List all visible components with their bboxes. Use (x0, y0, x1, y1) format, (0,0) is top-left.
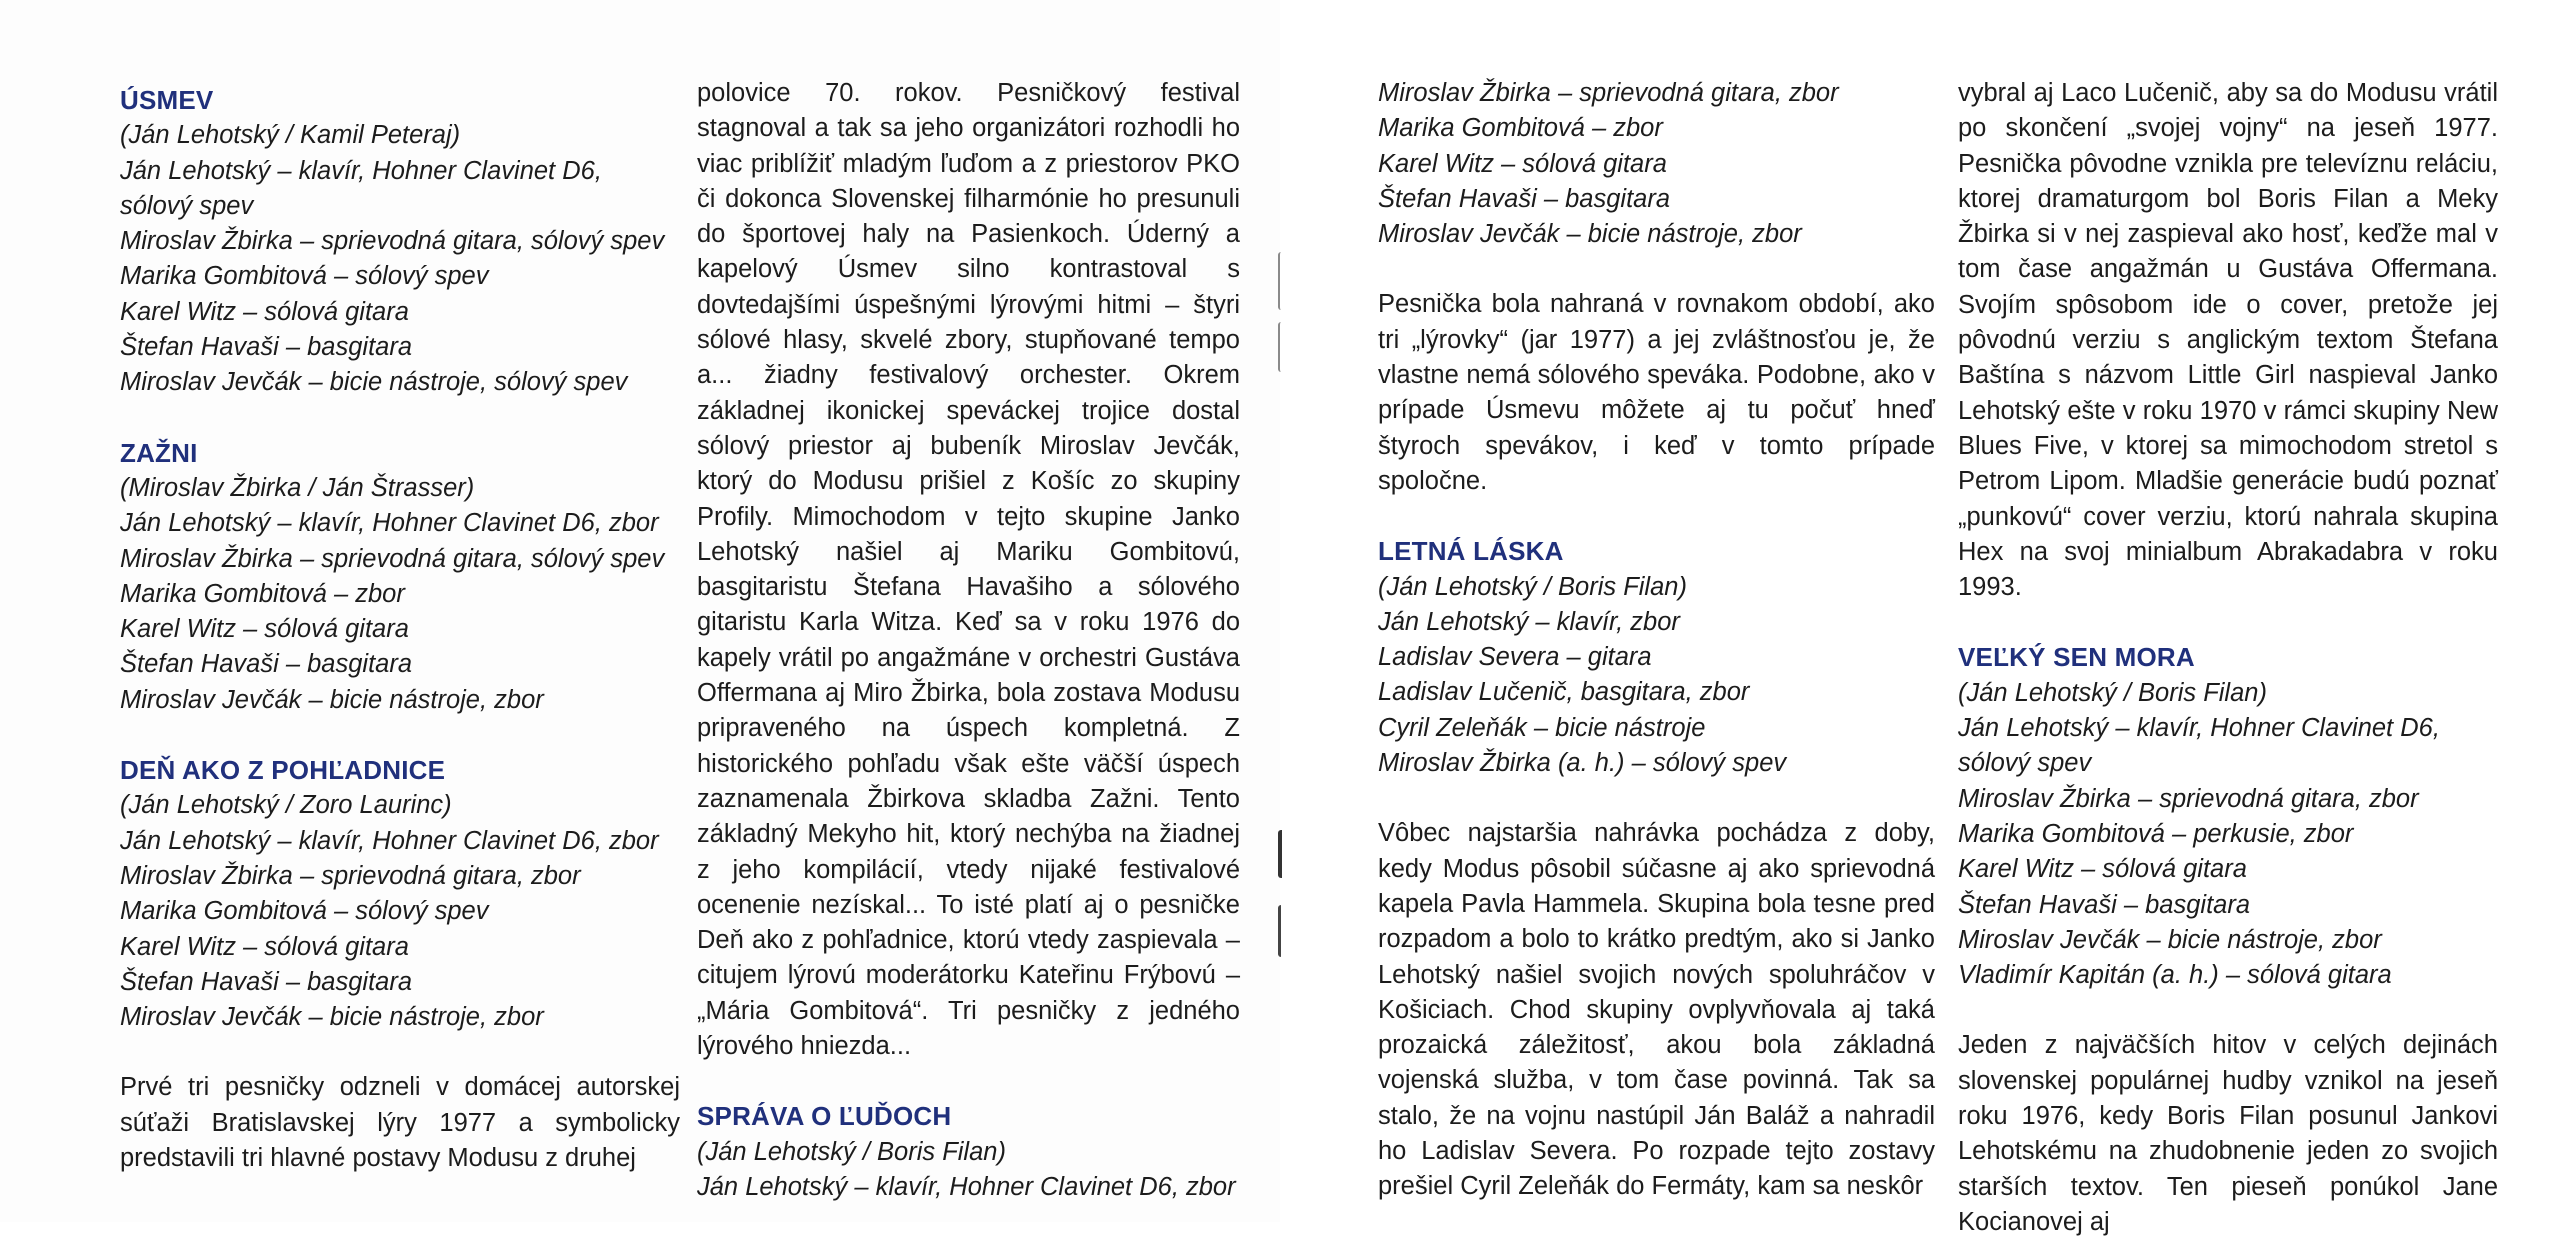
song-title: DEŇ AKO Z POHĽADNICE (120, 755, 446, 786)
credit-line: Ján Lehotský – klavír, Hohner Clavinet D6, zbor (697, 1172, 1236, 1201)
song-velky-sen-mora (1958, 640, 2498, 993)
credit-line: Marika Gombitová – sólový spev (120, 262, 489, 291)
song-title: ÚSMEV (120, 85, 214, 115)
song-title: VEĽKÝ SEN MORA (1958, 642, 2195, 673)
credit-line: Ján Lehotský – klavír, Hohner Clavinet D6, zbor (120, 509, 659, 538)
credit-line: (Ján Lehotský / Boris Filan) (1378, 572, 1687, 601)
credit-line: sólový spev (1958, 749, 2092, 778)
column-2 (697, 76, 1240, 1205)
song-den-ako-z-pohladnice (120, 753, 680, 1035)
credit-line: Miroslav Jevčák – bicie nástroje, zbor (1958, 925, 2382, 954)
song-title: SPRÁVA O ĽUĎOCH (697, 1101, 952, 1132)
credit-line: Karel Witz – sólová gitara (120, 932, 409, 961)
credit-line: Miroslav Žbirka – sprievodná gitara, sólový spev (120, 544, 665, 573)
body-paragraph: Pesnička bola nahraná v rovnakom období, ako tri „lýrovky“ (jar 1977) a jej zvláštnosťou je, že vlastne nemá sólového speváka. Podobne, ako v prípade Úsmevu môžete aj tu počuť hneď štyroch spevákov, i keď v tomto prípade spoločne. (1378, 290, 1935, 495)
credit-line: Miroslav Žbirka (a. h.) – sólový spev (1378, 749, 1787, 778)
song-usmev (120, 83, 680, 401)
left-page (0, 0, 1280, 1222)
song-zazni (120, 436, 680, 718)
song-sprava-o-ludoch (697, 1099, 1240, 1205)
credit-line: Miroslav Jevčák – bicie nástroje, zbor (120, 1003, 544, 1032)
song-letna-laska (1378, 534, 1935, 781)
credit-line: Štefan Havaši – basgitara (1958, 890, 2251, 919)
credit-line: Miroslav Žbirka – sprievodná gitara, zbor (1958, 784, 2419, 813)
credit-line: Karel Witz – sólová gitara (120, 615, 409, 644)
credit-line: Štefan Havaši – basgitara (120, 967, 413, 996)
credit-line: Miroslav Žbirka – sprievodná gitara, sólový spev (120, 227, 665, 256)
credit-line: (Ján Lehotský / Boris Filan) (1958, 678, 2267, 707)
credit-line: Miroslav Žbirka – sprievodná gitara, zbor (1378, 79, 1839, 107)
credit-line: Miroslav Jevčák – bicie nástroje, zbor (120, 685, 544, 714)
body-paragraph: Vôbec najstaršia nahrávka pochádza z doby, kedy Modus pôsobil súčasne aj ako sprievodná kapela Pavla Hammela. Skupina bola tesne pred rozpadom a bolo to krátko predtým, ako si Janko Lehotský našiel svojich nových spoluhráčov v Košiciach. Chod skupiny ovplyvňovala aj taká prozaická záležitosť, akou bola základná vojenská služba, v tom čase povinná. Tak sa stalo, že na vojnu nastúpil Ján Baláž a nahradil ho Ladislav Severa. Po rozpade tejto zostavy prešiel Cyril Zeleňák do Fermáty, kam sa neskôr (1378, 819, 1935, 1201)
song-title: LETNÁ LÁSKA (1378, 536, 1564, 567)
credit-line: (Ján Lehotský / Zoro Laurinc) (120, 791, 452, 820)
credit-line: Marika Gombitová – zbor (1378, 114, 1663, 143)
credit-line: Štefan Havaši – basgitara (120, 333, 413, 362)
body-paragraph: polovice 70. rokov. Pesničkový festival stagnoval a tak sa jeho organizátori rozhodli ho viac priblížiť mladým ľuďom a z priestorov PKO či dokonca Slovenskej filharmónie ho presunuli do športovej haly na Pasienkoch. Úderný a kapelový Úsmev silno kontrastoval s dovtedajšími úspešnými lýrovými hitmi – štyri sólové hlasy, skvelé zbory, stupňované tempo a... žiadny festivalový orchester. Okrem základnej ikonickej speváckej trojice dostal sólový priestor aj bubeník Miroslav Jevčák, ktorý do Modusu prišiel z Košíc zo skupiny Profily. Mimochodom v tejto skupine Janko Lehotský našiel aj Mariku Gombitovú, basgitaristu Štefana Havašiho a sólového gitaristu Karla Witza. Keď sa v roku 1976 do kapely vrátil po angažmáne v orchestri Gustáva Offermana aj Miro Žbirka, bola zostava Modusu pripraveného na úspech kompletná. Z historického pohľadu však ešte väčší úspech zaznamenala Žbirkova skladba Zažni. Tento základný Mekyho hit, ktorý nechýba na žiadnej z jeho kompilácií, vtedy nijaké festivalové ocenenie nezískal... To isté platí aj o pesničke Deň ako z pohľadnice, ktorú vtedy zaspievala – citujem lýrovú moderátorku Kateřinu Frýbovú – „Mária Gombitová“. Tri pesničky z jedného lýrového hniezda... (697, 79, 1240, 1061)
credit-line: Cyril Zeleňák – bicie nástroje (1378, 713, 1706, 742)
credit-line: Vladimír Kapitán (a. h.) – sólová gitara (1958, 961, 2392, 990)
credit-line: Štefan Havaši – basgitara (120, 650, 413, 679)
credits-list (120, 471, 680, 718)
credit-line: (Ján Lehotský / Boris Filan) (697, 1137, 1006, 1166)
credit-line: Ladislav Lučenič, basgitara, zbor (1378, 678, 1750, 707)
credits-list (697, 1135, 1240, 1206)
credit-line: Karel Witz – sólová gitara (1378, 149, 1667, 178)
column-4 (1958, 76, 2498, 1240)
credit-line: Miroslav Žbirka – sprievodná gitara, zbor (120, 861, 581, 890)
credits-list (1378, 76, 1935, 252)
credit-line: Ján Lehotský – klavír, Hohner Clavinet D6, (120, 156, 602, 185)
credit-line: Marika Gombitová – perkusie, zbor (1958, 819, 2354, 848)
credit-line: Miroslav Jevčák – bicie nástroje, sólový spev (120, 368, 628, 397)
credit-line: Ján Lehotský – klavír, Hohner Clavinet D6, (1958, 714, 2440, 743)
credit-line: sólový spev (120, 191, 254, 220)
credits-list (120, 118, 680, 400)
credit-line: (Ján Lehotský / Kamil Peteraj) (120, 121, 461, 150)
body-paragraph: Prvé tri pesničky odzneli v domácej autorskej súťaži Bratislavskej lýry 1977 a symbolicky predstavili tri hlavné postavy Modusu z druhej (120, 1073, 680, 1173)
credit-line: Karel Witz – sólová gitara (120, 297, 409, 326)
credit-line: (Miroslav Žbirka / Ján Štrasser) (120, 473, 475, 502)
song-title: ZAŽNI (120, 437, 198, 468)
credit-line: Ján Lehotský – klavír, zbor (1378, 607, 1680, 636)
credits-list (120, 788, 680, 1035)
body-paragraph: Jeden z najväčších hitov v celých dejinách slovenskej populárnej hudby vznikol na jeseň roku 1976, kedy Boris Filan posunul Jankovi Lehotskému na zhudobnenie jeden zo svojich starších textov. Ten pieseň ponúkol Jane Kocianovej aj (1958, 1031, 2498, 1236)
credit-line: Ján Lehotský – klavír, Hohner Clavinet D6, zbor (120, 826, 659, 855)
column-3 (1378, 76, 1935, 1205)
credits-list (1958, 676, 2498, 994)
body-paragraph: vybral aj Laco Lučenič, aby sa do Modusu vrátil po skončení „svojej vojny“ na jeseň 1977. Pesnička pôvodne vznikla pre televíznu reláciu, ktorej dramaturgom bol Boris Filan a Meky Žbirka si v nej zaspieval ako hosť, keďže mal v tom čase angažmán u Gustáva Offermana. Svojím spôsobom ide o cover, pretože jej pôvodnú verziu s anglickým textom Štefana Baštína s názvom Little Girl naspieval Janko Lehotský ešte v roku 1970 v rámci skupiny New Blues Five, v ktorej sa mimochodom stretol s Petrom Lipom. Mladšie generácie budú poznať „punkovú“ cover verziu, ktorú nahrala skupina Hex na svoj minialbum Abrakadabra v roku 1993. (1958, 79, 2498, 602)
credit-line: Ladislav Severa – gitara (1378, 643, 1652, 672)
column-1 (120, 83, 680, 1176)
credit-line: Marika Gombitová – sólový spev (120, 897, 489, 926)
credits-list (1378, 570, 1935, 782)
credit-line: Karel Witz – sólová gitara (1958, 855, 2247, 884)
credit-line: Miroslav Jevčák – bicie nástroje, zbor (1378, 220, 1802, 249)
credit-line: Štefan Havaši – basgitara (1378, 184, 1671, 213)
credit-line: Marika Gombitová – zbor (120, 579, 405, 608)
